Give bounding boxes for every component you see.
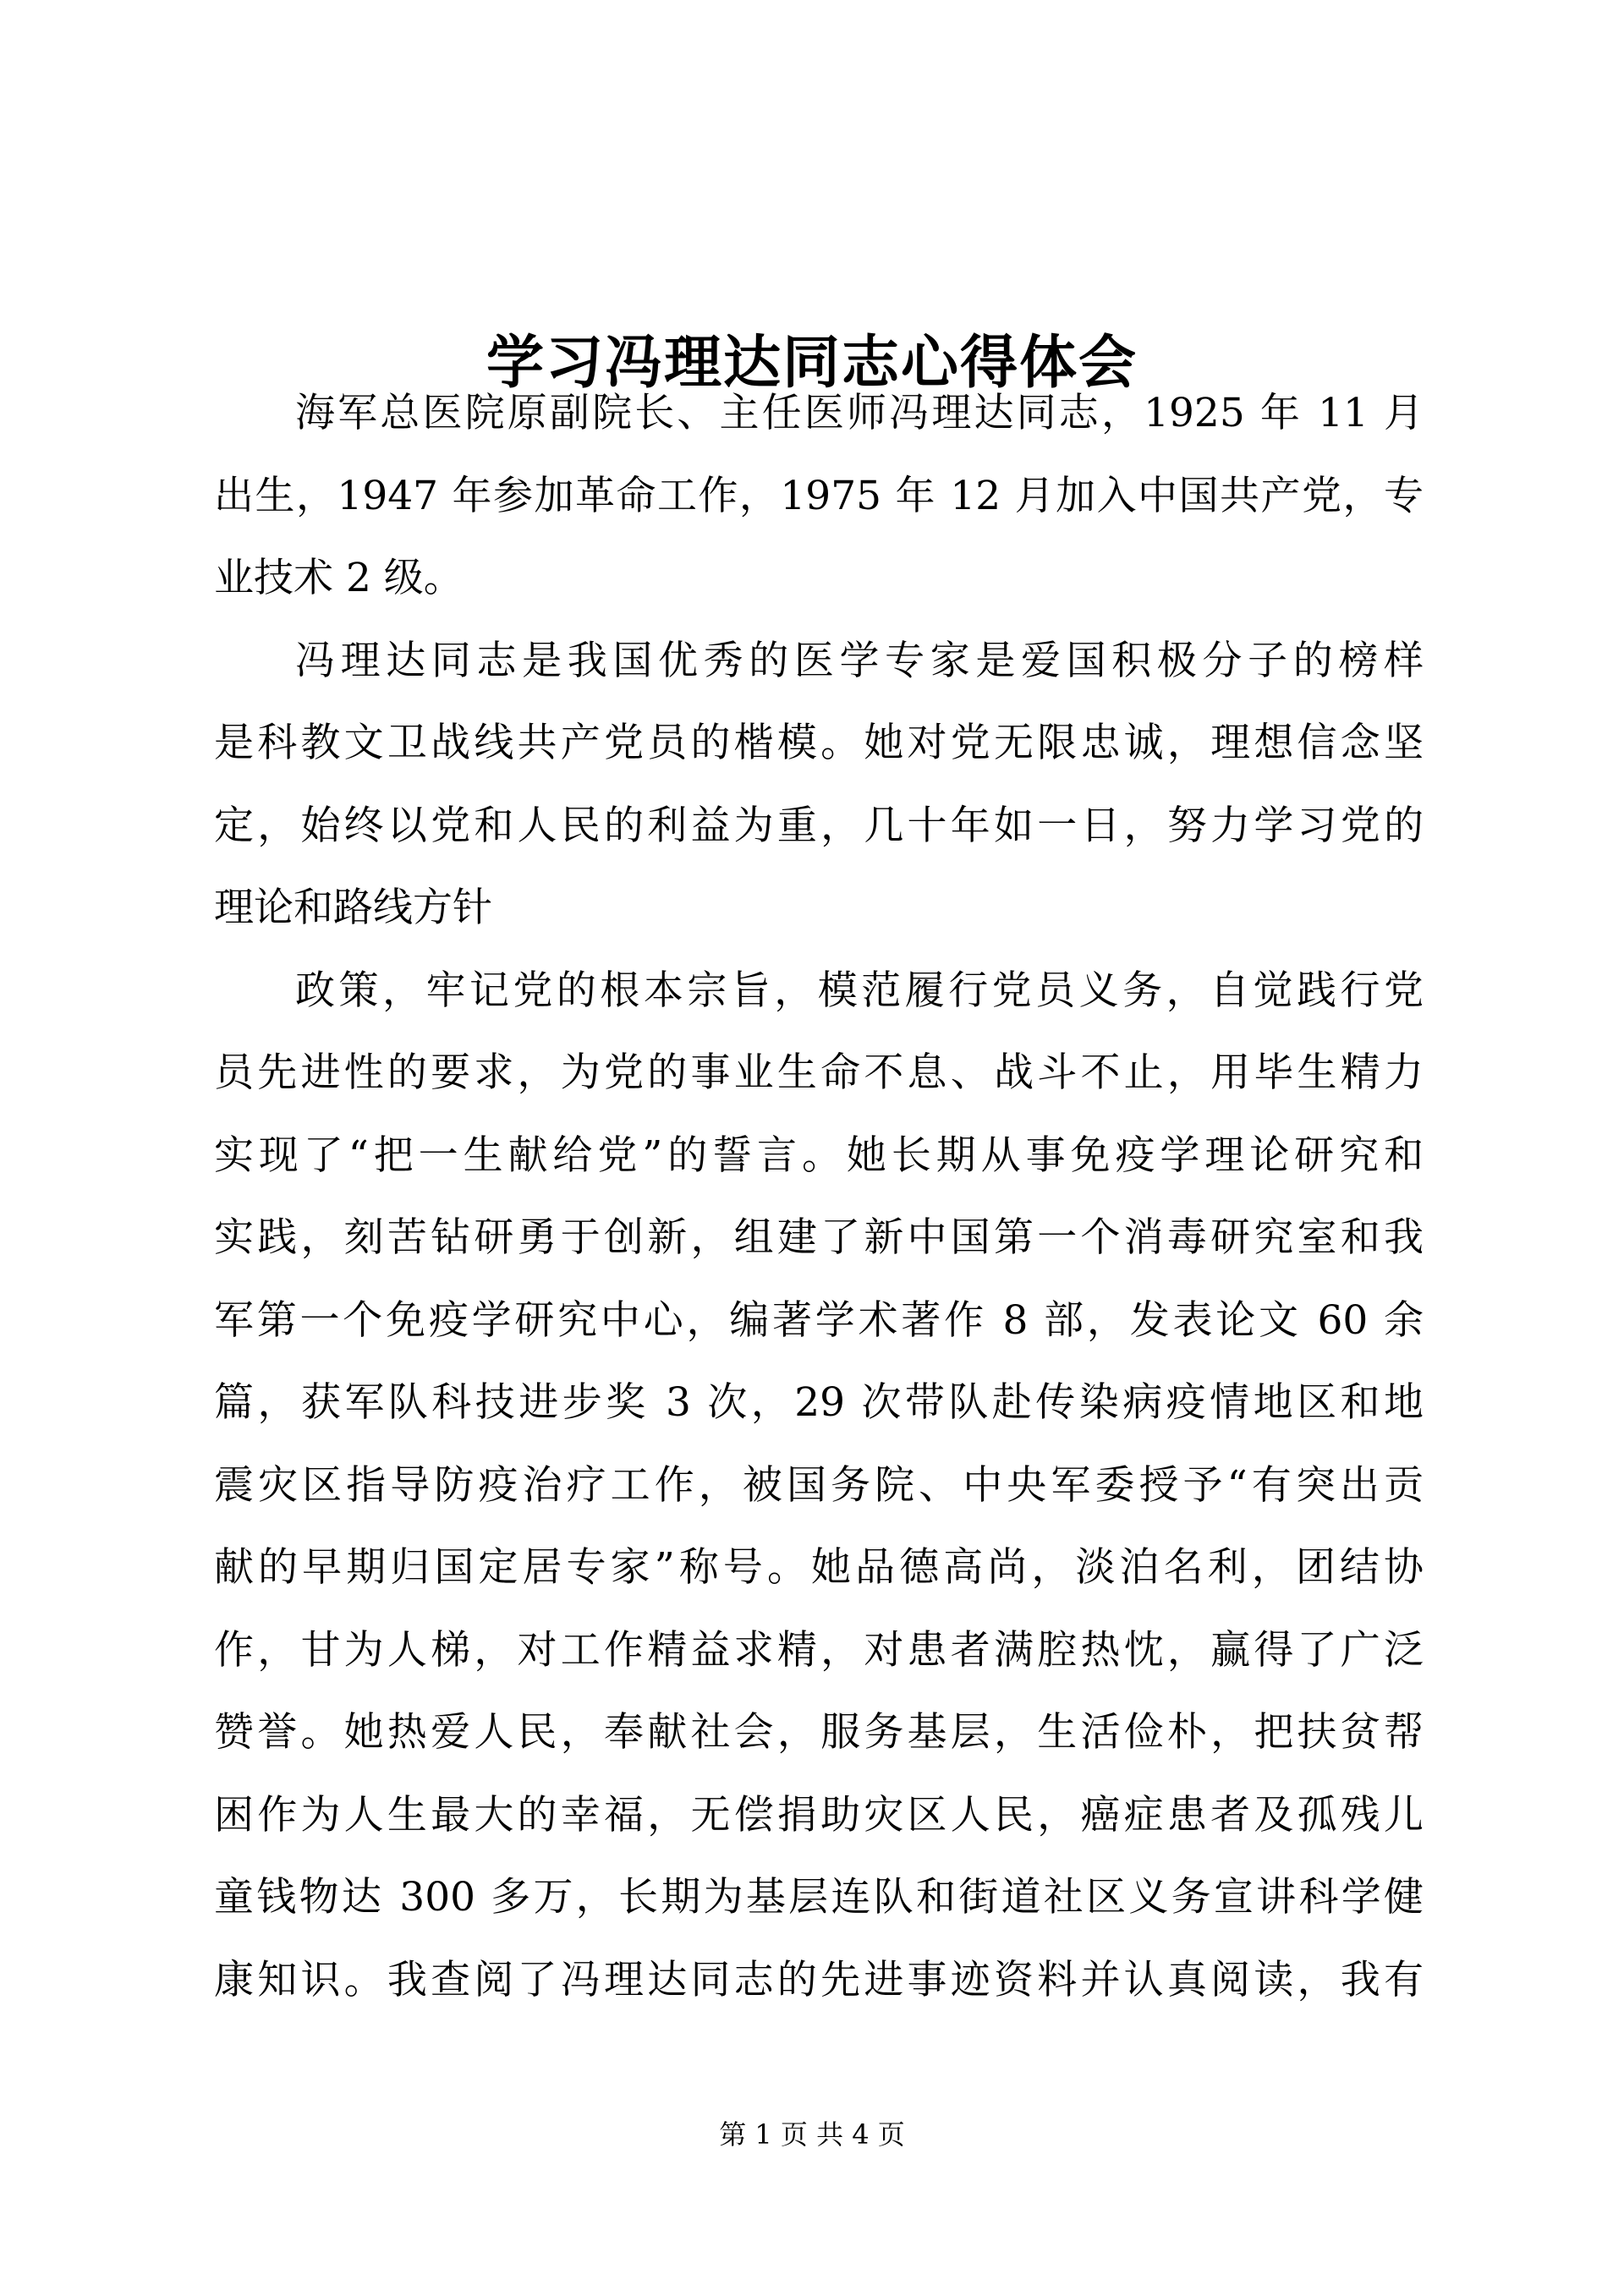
document-body bbox=[214, 372, 1424, 2021]
text-line: 冯理达同志是我国优秀的医学专家是爱国积极分子的榜样 bbox=[295, 637, 1424, 684]
text-line: 业技术 2 级。 bbox=[214, 555, 464, 601]
text-line: 员先进性的要求，为党的事业生命不息、战斗不止，用毕生精力 bbox=[214, 1049, 1424, 1096]
page-footer bbox=[0, 2116, 1624, 2153]
paragraph-2 bbox=[214, 620, 1424, 950]
text-line: 实践，刻苦钻研勇于创新，组建了新中国第一个消毒研究室和我 bbox=[214, 1214, 1424, 1261]
text-line: 政策，牢记党的根本宗旨，模范履行党员义务，自觉践行党 bbox=[295, 967, 1424, 1014]
text-line: 困作为人生最大的幸福，无偿捐助灾区人民，癌症患者及孤残儿 bbox=[214, 1791, 1424, 1838]
text-line: 童钱物达 300 多万，长期为基层连队和街道社区义务宣讲科学健 bbox=[214, 1874, 1424, 1921]
text-line: 作，甘为人梯，对工作精益求精，对患者满腔热忱，赢得了广泛 bbox=[214, 1626, 1424, 1674]
text-line: 理论和路线方针 bbox=[214, 885, 492, 931]
text-line: 献的早期归国定居专家”称号。她品德高尚，淡泊名利，团结协 bbox=[214, 1544, 1424, 1591]
text-line: 康知识。我查阅了冯理达同志的先进事迹资料并认真阅读，我有 bbox=[214, 1956, 1424, 2003]
text-line: 定，始终以党和人民的利益为重，几十年如一日，努力学习党的 bbox=[214, 802, 1424, 849]
text-line: 赞誉。她热爱人民，奉献社会，服务基层，生活俭朴，把扶贫帮 bbox=[214, 1709, 1424, 1756]
paragraph-1 bbox=[214, 372, 1424, 620]
page-indicator: 第 1 页 共 4 页 bbox=[719, 2118, 905, 2151]
text-line: 篇，获军队科技进步奖 3 次，29 次带队赴传染病疫情地区和地 bbox=[214, 1379, 1424, 1426]
text-line: 实现了“把一生献给党”的誓言。她长期从事免疫学理论研究和 bbox=[214, 1132, 1424, 1179]
text-line: 震灾区指导防疫治疗工作，被国务院、中央军委授予“有突出贡 bbox=[214, 1461, 1424, 1509]
text-line: 军第一个免疫学研究中心，编著学术著作 8 部，发表论文 60 余 bbox=[214, 1296, 1424, 1344]
text-line: 是科教文卫战线共产党员的楷模。她对党无限忠诚，理想信念坚 bbox=[214, 720, 1424, 766]
document-title: 学习冯理达同志心得体会 bbox=[486, 328, 1138, 397]
paragraph-3 bbox=[214, 950, 1424, 2022]
text-line: 出生，1947 年参加革命工作，1975 年 12 月加入中国共产党，专 bbox=[214, 472, 1424, 519]
text-line: 海军总医院原副院长、主任医师冯理达同志，1925 年 11 月 bbox=[295, 390, 1424, 436]
